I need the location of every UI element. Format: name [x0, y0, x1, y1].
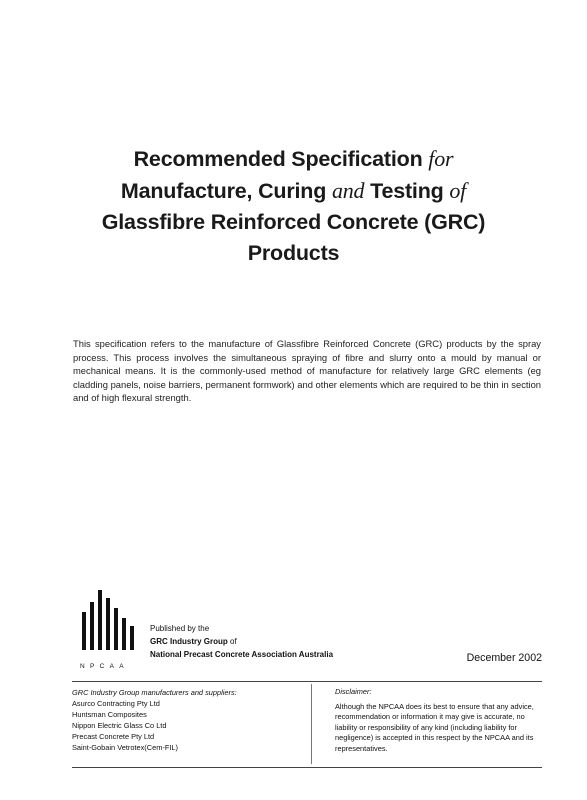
title-line-3: Glassfibre Reinforced Concrete (GRC) — [101, 210, 486, 234]
supplier-item: Nippon Electric Glass Co Ltd — [72, 721, 167, 730]
divider-top — [72, 681, 542, 682]
publisher-line-2 — [150, 635, 333, 648]
logo-bar-1 — [82, 612, 86, 650]
title-line-2-bold-a: Manufacture, Curing — [120, 179, 327, 203]
title-line-2-italic-a: and — [331, 178, 365, 203]
logo-bar-3 — [98, 590, 102, 650]
logo-bar-7 — [130, 626, 134, 650]
logo-bar-2 — [90, 602, 94, 650]
divider-vertical — [311, 684, 312, 764]
logo-bar-4 — [106, 598, 110, 650]
publisher-group-name: GRC Industry Group — [150, 637, 228, 646]
suppliers-block — [72, 687, 307, 753]
title-line-1-italic: for — [428, 146, 454, 171]
document-title — [60, 143, 527, 269]
publisher-line-2-rest: of — [227, 637, 237, 646]
intro-paragraph: This specification refers to the manufacture of Glassfibre Reinforced Concrete (GRC) products by the spray process. This process involves the simultaneous spraying of fibre and slurry onto a mould by manual or mechanical means. It is the commonly-used method of manufacture for relatively large GRC elements (eg cladding panels, noise barriers, permanent formwork) and other elements which are required to be thin in section and of high flexural strength. — [73, 338, 541, 404]
supplier-item: Saint-Gobain Vetrotex(Cem-FIL) — [72, 743, 178, 752]
logo-bar-5 — [114, 608, 118, 650]
title-line-1-bold: Recommended Specification — [133, 147, 423, 171]
title-line-4: Products — [247, 241, 340, 265]
supplier-item: Huntsman Composites — [72, 710, 147, 719]
publisher-association: National Precast Concrete Association Australia — [150, 650, 334, 659]
publisher-block — [150, 622, 333, 661]
disclaimer-block — [335, 687, 543, 755]
logo-bar-6 — [122, 618, 126, 650]
title-line-2 — [60, 175, 527, 207]
title-line-2-bold-b: Testing — [370, 179, 444, 203]
supplier-item: Precast Concrete Pty Ltd — [72, 732, 155, 741]
title-line-1 — [60, 143, 527, 175]
publisher-line-1: Published by the — [150, 624, 210, 633]
publication-date: December 2002 — [466, 652, 542, 664]
suppliers-heading: GRC Industry Group manufacturers and suppliers: — [72, 688, 237, 697]
disclaimer-heading: Disclaimer: — [335, 687, 372, 696]
disclaimer-text: Although the NPCAA does its best to ensure that any advice, recommendation or information it may give is accurate, no liability or responsibility of any kind (including liability for negligence) is accepted in this respect by the NPCAA and its representatives. — [335, 701, 534, 753]
logo-text: NPCAA — [80, 663, 129, 670]
supplier-item: Asurco Contracting Pty Ltd — [72, 699, 160, 708]
title-line-2-italic-b: of — [449, 178, 467, 203]
npcaa-logo-icon — [80, 590, 140, 650]
divider-bottom — [72, 767, 542, 768]
